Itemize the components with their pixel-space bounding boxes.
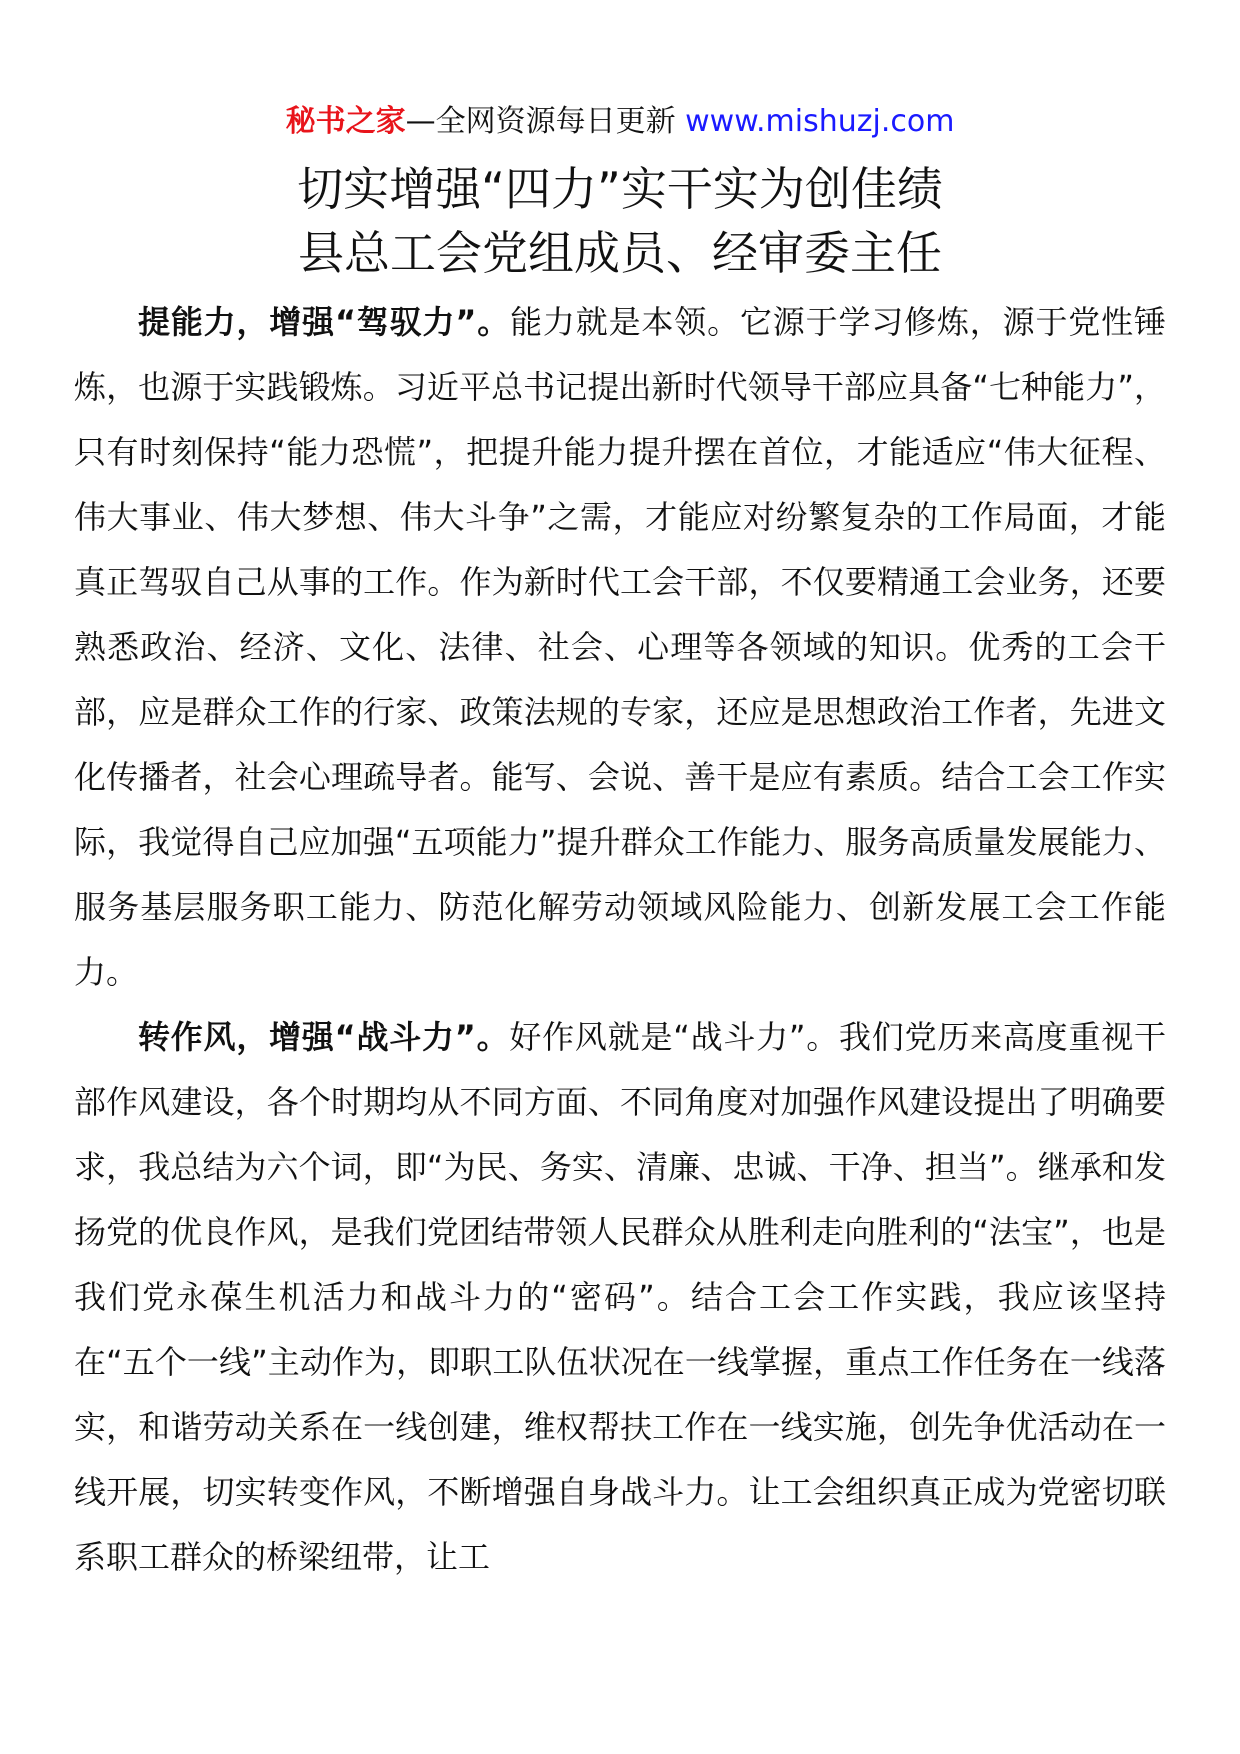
header-tagline: —全网资源每日更新 [405,104,686,139]
site-header [0,100,1240,144]
document-subtitle: 县总工会党组成员、经审委主任 [298,226,942,280]
paragraph-lead: 提能力，增强“驾驭力”。 [138,303,511,341]
document-title: 切实增强“四力”实干实为创佳绩 [297,162,943,216]
paragraph-lead: 转作风，增强“战斗力”。 [138,1018,510,1056]
paragraph-style [74,1005,1166,1590]
document-body [74,290,1166,1590]
paragraph-ability [74,290,1166,1005]
site-url[interactable]: www.mishuzj.com [685,104,955,139]
paragraph-text: 好作风就是“战斗力”。我们党历来高度重视干部作风建设，各个时期均从不同方面、不同角度对加强作风建设提出了明确要求，我总结为六个词，即“为民、务实、清廉、忠诚、干净、担当”。继承和发扬党的优良作风，是我们党团结带领人民群众从胜利走向胜利的“法宝”，也是我们党永葆生机活力和战斗力的“密码”。结合工会工作实践，我应该坚持在“五个一线”主动作为，即职工队伍状况在一线掌握，重点工作任务在一线落实，和谐劳动关系在一线创建，维权帮扶工作在一线实施，创先争优活动在一线开展，切实转变作风，不断增强自身战斗力。让工会组织真正成为党密切联系职工群众的桥梁纽带，让工 [74,1018,1166,1576]
paragraph-text: 能力就是本领。它源于学习修炼，源于党性锤炼，也源于实践锻炼。习近平总书记提出新时代领导干部应具备“七种能力”，只有时刻保持“能力恐慌”，把提升能力提升摆在首位，才能适应“伟大征程、伟大事业、伟大梦想、伟大斗争”之需，才能应对纷繁复杂的工作局面，才能真正驾驭自己从事的工作。作为新时代工会干部，不仅要精通工会业务，还要熟悉政治、经济、文化、法律、社会、心理等各领域的知识。优秀的工会干部，应是群众工作的行家、政策法规的专家，还应是思想政治工作者，先进文化传播者，社会心理疏导者。能写、会说、善干是应有素质。结合工会工作实际，我觉得自己应加强“五项能力”提升群众工作能力、服务高质量发展能力、服务基层服务职工能力、防范化解劳动领域风险能力、创新发展工会工作能力。 [74,303,1166,991]
brand-name: 秘书之家 [285,104,406,139]
